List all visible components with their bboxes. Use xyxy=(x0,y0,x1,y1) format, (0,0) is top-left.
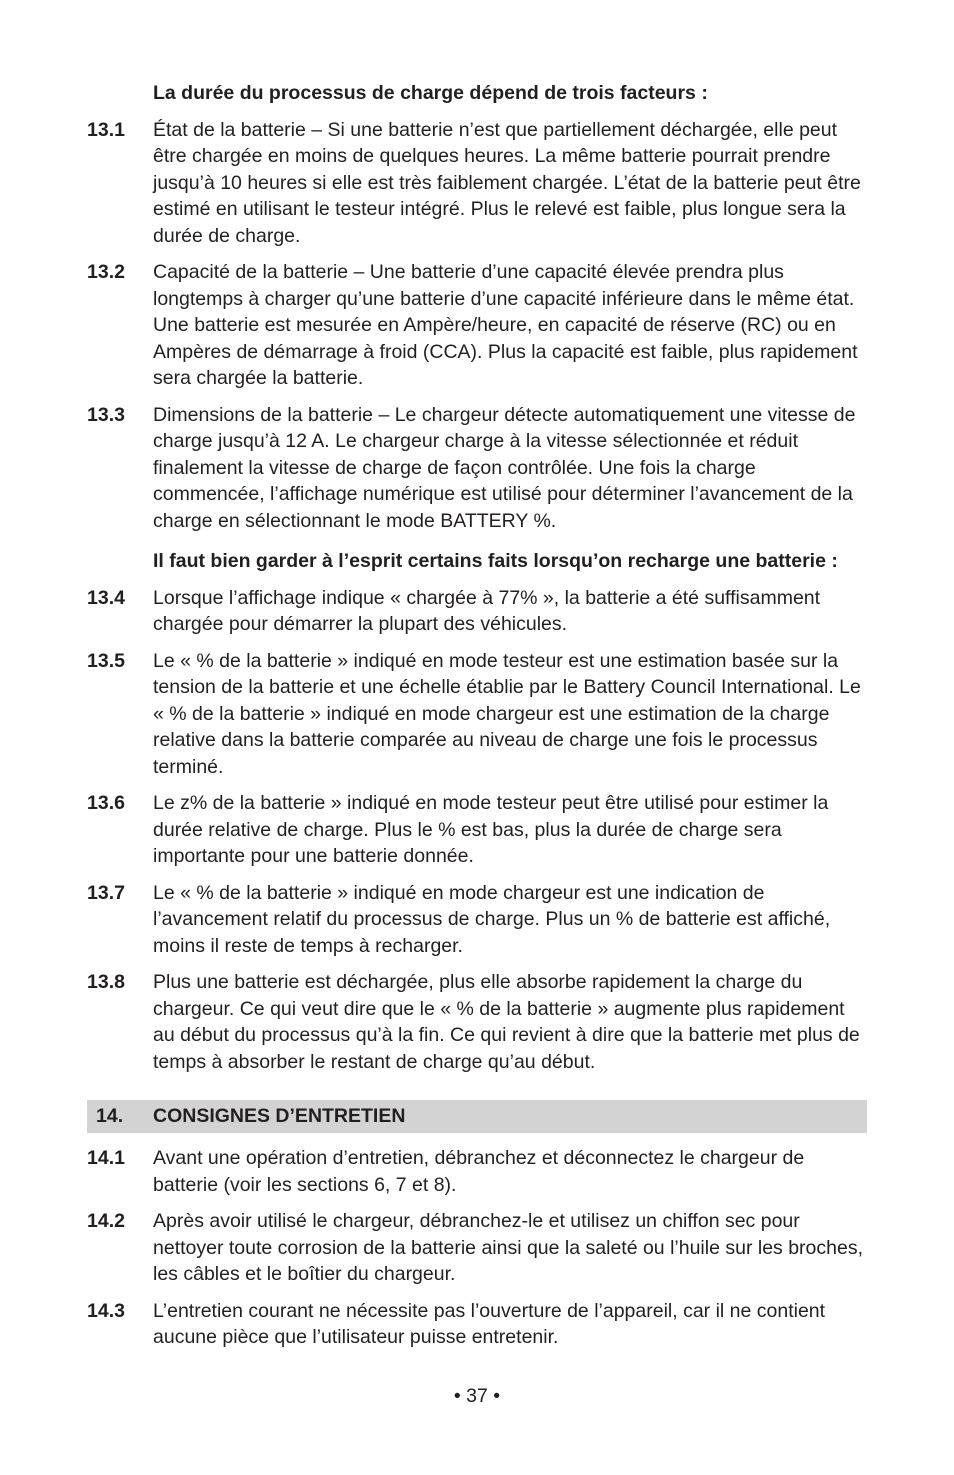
item-number: 13.6 xyxy=(87,792,125,814)
section-number: 14. xyxy=(96,1105,124,1127)
list-item xyxy=(87,880,867,960)
item-text: Le z% de la batterie » indiqué en mode testeur peut être utilisé pour estimer la durée relative de charge. Plus le % est bas, plus la durée de charge sera importante pour une batterie donnée. xyxy=(153,792,829,867)
item-number: 14.2 xyxy=(87,1210,125,1232)
item-text: État de la batterie – Si une batterie n’est que partiellement déchargée, elle peut être chargée en moins de quelques heures. La même batterie pourrait prendre jusqu’à 10 heures si elle est très faiblement chargée. L’état de la batterie peut être estimé en utilisant le testeur intégré. Plus le relevé est faible, plus longue sera la durée de charge. xyxy=(153,118,861,247)
list-item xyxy=(87,117,867,250)
list-item xyxy=(87,969,867,1075)
item-number: 14.1 xyxy=(87,1147,125,1169)
item-text: Le « % de la batterie » indiqué en mode chargeur est une indication de l’avancement relatif du processus de charge. Plus un % de batterie est affiché, moins il reste de temps à recharger. xyxy=(153,881,831,957)
intro-heading-factors: La durée du processus de charge dépend de trois facteurs : xyxy=(153,82,708,104)
item-text: Lorsque l’affichage indique « chargée à 77% », la batterie a été suffisamment chargée pour démarrer la plupart des véhicules. xyxy=(153,586,821,635)
item-text: Dimensions de la batterie – Le chargeur détecte automatiquement une vitesse de charge jusqu’à 12 A. Le chargeur charge à la vitesse sélectionnée et réduit finalement la vitesse de charge de façon contrôlée. Une fois la charge commencée, l’affichage numérique est utilisé pour déterminer l’avancement de la charge en sélectionnant le mode BATTERY %. xyxy=(153,403,856,532)
item-number: 13.7 xyxy=(87,881,125,904)
item-number: 13.5 xyxy=(87,649,125,672)
item-text: Avant une opération d’entretien, débranchez et déconnectez le chargeur de batterie (voir les sections 6, 7 et 8). xyxy=(153,1147,805,1196)
item-number: 14.3 xyxy=(87,1299,125,1322)
list-item xyxy=(87,402,867,535)
list-item xyxy=(87,1145,867,1198)
item-number: 13.2 xyxy=(87,261,125,283)
list-item xyxy=(87,1298,867,1351)
page-number: • 37 • xyxy=(453,1385,501,1407)
item-text: Après avoir utilisé le chargeur, débranchez-le et utilisez un chiffon sec pour nettoyer toute corrosion de la batterie ainsi que la saleté ou l’huile sur les broches, les câbles et le boîtier du chargeur. xyxy=(153,1210,863,1285)
item-text: Plus une batterie est déchargée, plus elle absorbe rapidement la charge du chargeur. Ce qui veut dire que le « % de la batterie » augmente plus rapidement au début du processus qu’à la fin. Ce qui revient à dire que la batterie met plus de temps à absorber le restant de charge qu’au début. xyxy=(153,971,860,1073)
item-number: 13.1 xyxy=(87,118,125,141)
item-number: 13.4 xyxy=(87,586,125,609)
list-item xyxy=(87,790,867,870)
list-item xyxy=(87,648,867,781)
section-heading-bar xyxy=(87,1100,867,1133)
list-item xyxy=(87,585,867,638)
page-content xyxy=(87,80,867,1361)
intro-heading-facts: Il faut bien garder à l’esprit certains faits lorsqu’on recharge une batterie : xyxy=(153,550,838,572)
item-text: L’entretien courant ne nécessite pas l’ouverture de l’appareil, car il ne contient aucune pièce que l’utilisateur puisse entretenir. xyxy=(153,1299,826,1348)
section-title: CONSIGNES D’ENTRETIEN xyxy=(153,1105,406,1127)
item-text: Le « % de la batterie » indiqué en mode testeur est une estimation basée sur la tension de la batterie et une échelle établie par le Battery Council International. Le « % de la batterie » indiqué en mode chargeur est une estimation de la charge relative dans la batterie comparée au niveau de charge une fois le processus terminé. xyxy=(153,649,861,778)
item-number: 13.3 xyxy=(87,403,125,426)
item-text: Capacité de la batterie – Une batterie d’une capacité élevée prendra plus longtemps à charger qu’une batterie d’une capacité inférieure dans le même état. Une batterie est mesurée en Ampère/heure, en capacité de réserve (RC) ou en Ampères de démarrage à froid (CCA). Plus la capacité est faible, plus rapidement sera chargée la batterie. xyxy=(153,261,858,389)
list-item xyxy=(87,259,867,392)
item-number: 13.8 xyxy=(87,971,125,993)
list-item xyxy=(87,1208,867,1288)
